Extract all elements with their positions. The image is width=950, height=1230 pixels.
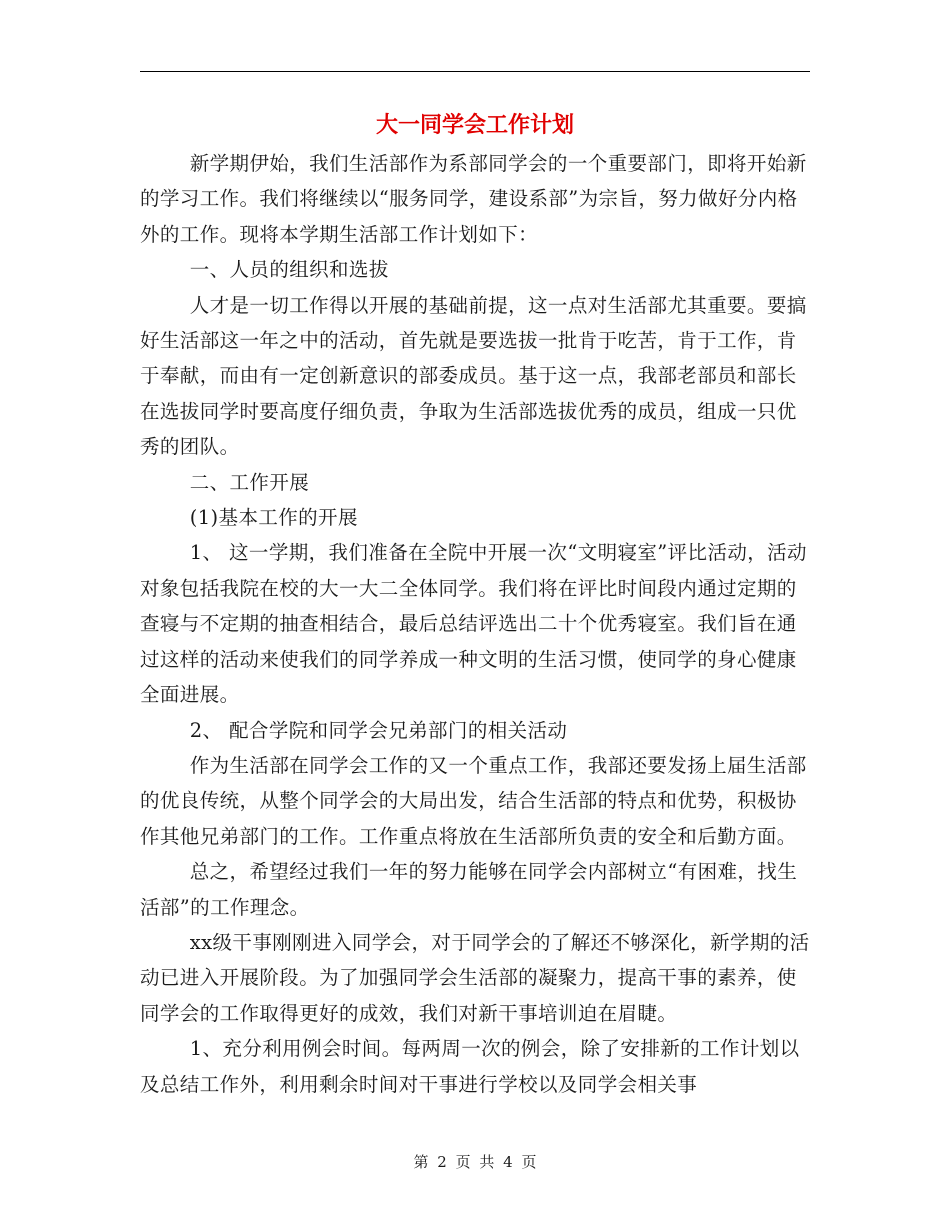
section-heading: 二、工作开展 <box>189 470 310 494</box>
page-number: 第 2 页 共 4 页 <box>413 1153 537 1171</box>
paragraph: 1、充分利用例会时间。每两周一次的例会，除了安排新的工作计划以及总结工作外，利用剩余时间对干事进行学校以及同学会相关事 <box>140 1037 800 1096</box>
paragraph: 人才是一切工作得以开展的基础前提，这一点对生活部尤其重要。要搞好生活部这一年之中的活动，首先就是要选拔一批肯于吃苦，肯于工作，肯于奉献，而由有一定创新意识的部委成员。基于这一点，我部老部员和部长在选拔同学时要高度仔细负责，争取为生活部选拔优秀的成员，组成一只优秀的团队。 <box>140 293 807 459</box>
subsection-heading: (1)基本工作的开展 <box>189 506 358 530</box>
document-title: 大一同学会工作计划 <box>375 113 574 138</box>
header-rule <box>140 71 810 72</box>
section-heading: 一、人员的组织和选拔 <box>189 258 389 282</box>
paragraph: 作为生活部在同学会工作的又一个重点工作，我部还要发扬上届生活部的优良传统，从整个同学会的大局出发，结合生活部的特点和优势，积极协作其他兄弟部门的工作。工作重点将放在生活部所负责的安全和后勤方面。 <box>140 753 807 848</box>
document-body <box>140 146 816 1102</box>
paragraph: 总之，希望经过我们一年的努力能够在同学会内部树立“有困难，找生活部”的工作理念。 <box>140 860 798 919</box>
subsection-heading: 2、 配合学院和同学会兄弟部门的相关活动 <box>189 718 568 742</box>
paragraph: 1、 这一学期，我们准备在全院中开展一次“文明寝室”评比活动，活动对象包括我院在校的大一大二全体同学。我们将在评比时间段内通过定期的查寝与不定期的抽查相结合，最后总结评选出二十个优秀寝室。我们旨在通过这样的活动来使我们的同学养成一种文明的生活习惯，使同学的身心健康全面进展。 <box>140 541 807 707</box>
paragraph: 新学期伊始，我们生活部作为系部同学会的一个重要部门，即将开始新的学习工作。我们将继续以“服务同学，建设系部”为宗旨，努力做好分内格外的工作。现将本学期生活部工作计划如下： <box>140 152 807 246</box>
paragraph: xx级干事刚刚进入同学会，对于同学会的了解还不够深化，新学期的活动已进入开展阶段。为了加强同学会生活部的凝聚力，提高干事的素养，使同学会的工作取得更好的成效，我们对新干事培训迫在眉睫。 <box>140 930 810 1025</box>
